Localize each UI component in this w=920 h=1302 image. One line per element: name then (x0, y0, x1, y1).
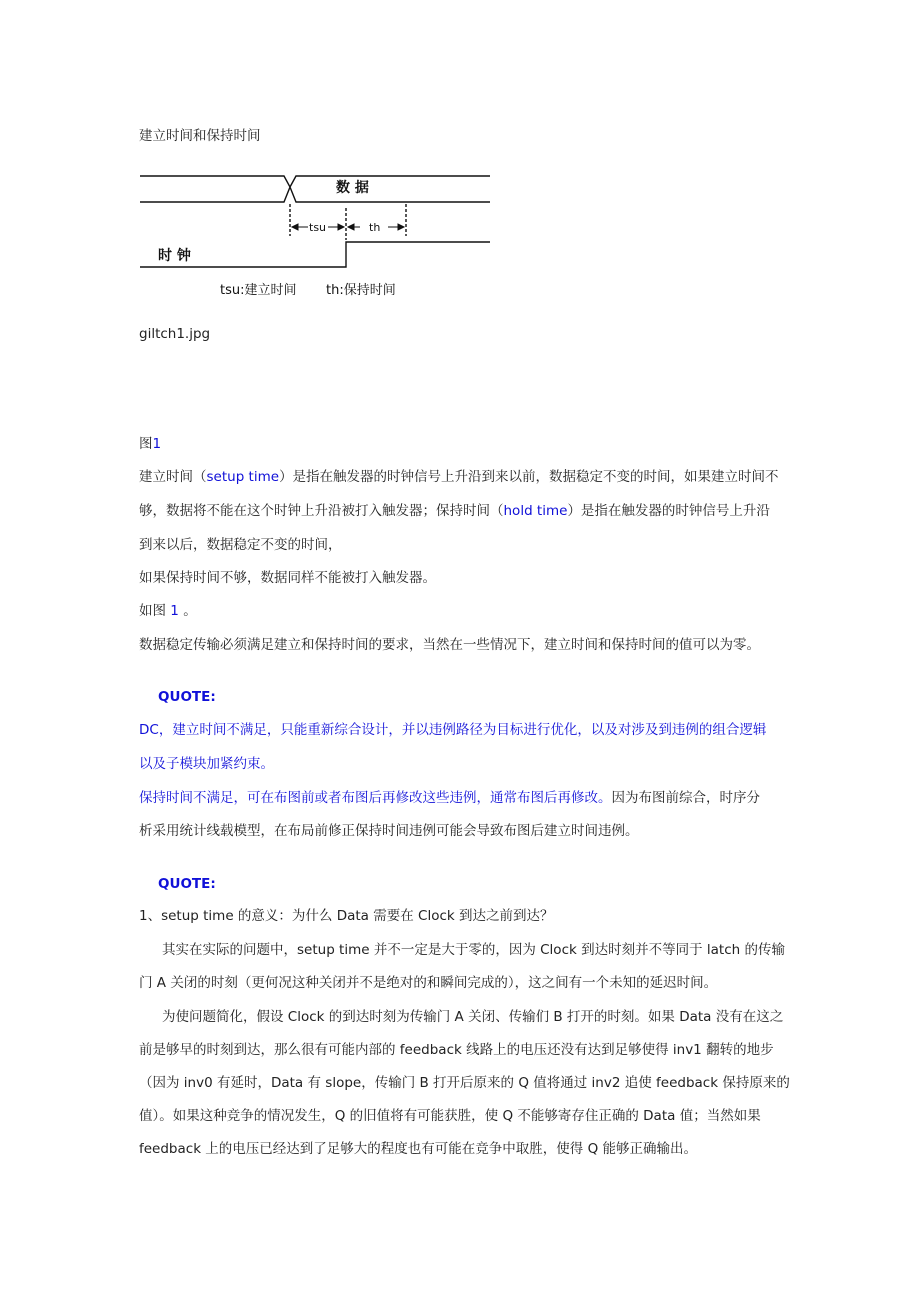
quote2-line7: 值）。如果这种竞争的情况发生，Q 的旧值将有可能获胜，使 Q 不能够寄存住正确的 Data 值；当然如果 (139, 1108, 761, 1124)
quote1-label: QUOTE: (158, 689, 216, 705)
th-arrowhead-right (398, 224, 404, 230)
tsu-arrowhead-left (292, 224, 298, 230)
figure-label (139, 436, 161, 452)
tsu-tag: tsu (309, 221, 327, 234)
timing-diagram (138, 168, 498, 303)
para1-line2 (139, 503, 770, 519)
quote2-line8: feedback 上的电压已经达到了足够大的程度也有可能在竞争中取胜，使得 Q 能够正确输出。 (139, 1141, 698, 1157)
quote2-label: QUOTE: (158, 876, 216, 892)
quote2-line1: 1、setup time 的意义：为什么 Data 需要在 Clock 到达之前到达？ (139, 908, 554, 924)
para1-line4: 如果保持时间不够，数据同样不能被打入触发器。 (139, 570, 436, 586)
caption-tsu: tsu:建立时间 (220, 283, 297, 298)
figure-number: 1 (152, 436, 162, 452)
text-run: 因为布图前综合，时序分 (611, 790, 760, 806)
quote2-line5: 前是够早的时刻到达，那么很有可能内部的 feedback 线路上的电压还没有达到足够使得 inv1 翻转的地步 (139, 1042, 774, 1058)
quote2-line6: （因为 inv0 有延时，Data 有 slope，传输门 B 打开后原来的 Q 值将通过 inv2 追使 feedback 保持原来的 (139, 1075, 790, 1091)
caption-th: th:保持时间 (326, 283, 396, 298)
th-arrowhead-left (348, 224, 354, 230)
data-label: 数 据 (336, 180, 369, 196)
text-run: 建立时间（ (139, 469, 207, 485)
text-run: 够，数据将不能在这个时钟上升沿被打入触发器；保持时间（ (139, 503, 504, 519)
data-signal-line (140, 176, 490, 202)
text-run: ）是指在触发器的时钟信号上升沿到来以前，数据稳定不变的时间，如果建立时间不 (279, 469, 779, 485)
figure-ref-number: 1 (170, 603, 179, 619)
tsu-arrowhead-right (338, 224, 344, 230)
clock-label: 时 钟 (158, 248, 191, 264)
section-heading: 建立时间和保持时间 (139, 128, 261, 144)
text-run: 如图 (139, 603, 166, 619)
quote2-line2: 其实在实际的问题中，setup time 并不一定是大于零的，因为 Clock 到达时刻并不等同于 latch 的传输 (162, 942, 785, 958)
para1-line1 (139, 469, 779, 485)
text-run: 。 (183, 603, 197, 619)
text-run: 保持时间不满足，可在布图前或者布图后再修改这些违例，通常布图后再修改。 (139, 790, 612, 806)
para1-line5 (139, 603, 197, 619)
image-filename: giltch1.jpg (139, 326, 211, 342)
quote2-line4: 为使问题简化，假设 Clock 的到达时刻为传输门 A 关闭、传输们 B 打开的时刻。如果 Data 没有在这之 (162, 1009, 784, 1025)
quote2-line3: 门 A 关闭的时刻（更何况这种关闭并不是绝对的和瞬间完成的），这之间有一个未知的延迟时间。 (139, 975, 718, 991)
para1-line3: 到来以后，数据稳定不变的时间， (139, 537, 342, 553)
quote1-line4: 析采用统计线载模型，在布局前修正保持时间违例可能会导致布图后建立时间违例。 (139, 823, 639, 839)
th-tag: th (369, 221, 381, 234)
quote1-line2: 以及子模块加紧约束。 (139, 756, 274, 772)
text-run: ）是指在触发器的时钟信号上升沿 (567, 503, 770, 519)
figure-prefix: 图 (139, 436, 153, 452)
para1-line6: 数据稳定传输必须满足建立和保持时间的要求，当然在一些情况下，建立时间和保持时间的值可以为零。 (139, 637, 760, 653)
quote1-line1: DC，建立时间不满足，只能重新综合设计，并以违例路径为目标进行优化，以及对涉及到违例的组合逻辑 (139, 722, 767, 738)
setup-time-term: setup time (206, 469, 280, 485)
hold-time-term: hold time (503, 503, 568, 519)
clock-signal-line (140, 242, 490, 267)
quote1-line3 (139, 790, 760, 806)
